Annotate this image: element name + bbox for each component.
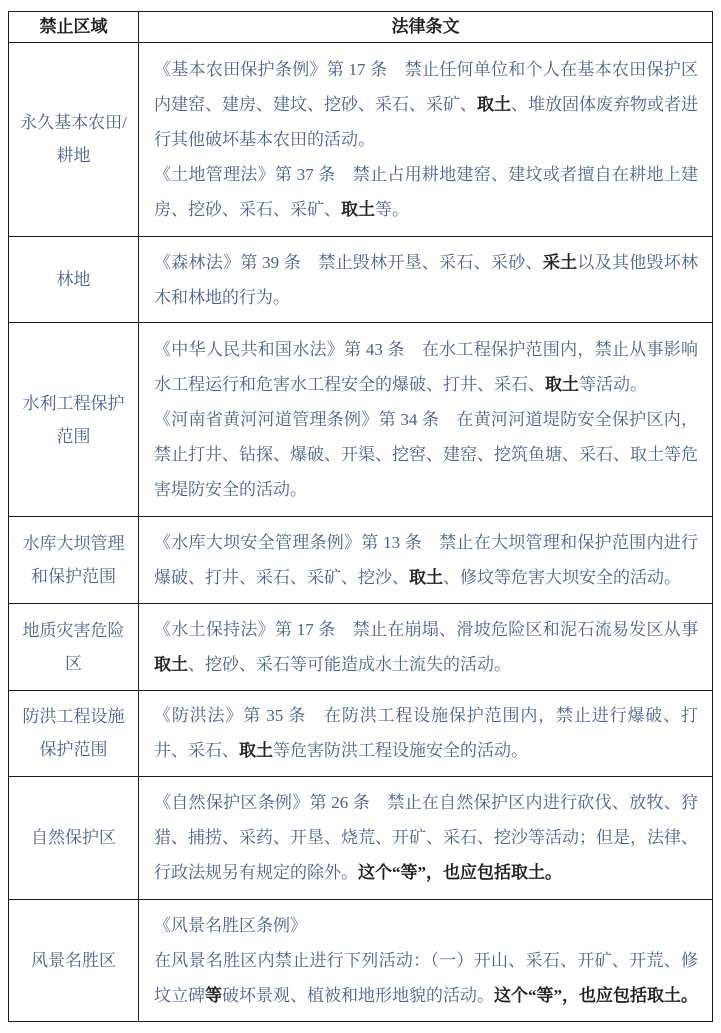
prohibited-area-cell: 防洪工程设施保护范围 — [9, 690, 139, 777]
prohibited-area-cell: 自然保护区 — [9, 777, 139, 899]
header-row — [9, 12, 713, 43]
law-text: 等活动。 — [579, 375, 647, 395]
table-row — [9, 43, 713, 237]
prohibited-area-cell: 永久基本农田/耕地 — [9, 43, 139, 237]
emphasized-text: 这个“等”，也应包括取土。 — [494, 985, 698, 1005]
law-paragraph — [154, 698, 698, 768]
prohibited-areas-law-table — [8, 11, 713, 1022]
law-paragraph — [154, 332, 698, 402]
law-provision-cell — [139, 603, 713, 690]
law-provision-cell — [139, 323, 713, 517]
law-provision-cell — [139, 43, 713, 237]
emphasized-text: 取土 — [341, 199, 375, 219]
law-text: 《风景名胜区条例》 — [154, 915, 307, 935]
law-text: 《土地管理法》第 37 条 禁止占用耕地建窑、建坟或者擅自在耕地上建房、挖砂、采石、采矿、 — [154, 164, 698, 219]
law-provision-cell — [139, 899, 713, 1021]
prohibited-area-cell: 水利工程保护范围 — [9, 323, 139, 517]
table-header — [9, 12, 713, 43]
law-paragraph — [154, 52, 698, 157]
law-text: 以及其他毁坏林木和林地的行为。 — [154, 252, 699, 307]
law-text: 《中华人民共和国水法》第 43 条 在水工程保护范围内，禁止从事影响水工程运行和危害水工程安全的爆破、打井、采石、 — [154, 340, 698, 395]
header-cell-law-provisions: 法律条文 — [139, 12, 713, 43]
prohibited-area-cell: 林地 — [9, 236, 139, 323]
law-text: 《河南省黄河河道管理条例》第 34 条 在黄河河道堤防安全保护区内，禁止打井、钻探、爆破、开渠、挖窖、建窑、挖筑鱼塘、采石、取土等危害堤防安全的活动。 — [154, 410, 698, 500]
law-paragraph — [154, 943, 698, 1013]
law-paragraph — [154, 402, 698, 507]
law-text: 在风景名胜区内禁止进行下列活动：（一）开山、采石、开矿、开荒、修坟立碑 — [154, 950, 698, 1005]
law-paragraph — [154, 785, 698, 890]
emphasized-text: 取土 — [477, 94, 511, 114]
header-cell-prohibited-area: 禁止区域 — [9, 12, 139, 43]
law-provision-cell — [139, 777, 713, 899]
prohibited-area-cell: 风景名胜区 — [9, 899, 139, 1021]
prohibited-area-cell: 地质灾害危险区 — [9, 603, 139, 690]
table-row — [9, 603, 713, 690]
law-text: 、修坟等危害大坝安全的活动。 — [443, 568, 681, 587]
law-text: 、挖砂、采石等可能造成水土流失的活动。 — [188, 654, 511, 674]
law-text: 《自然保护区条例》第 26 条 禁止在自然保护区内进行砍伐、放牧、狩猎、捕捞、采药、开垦、烧荒、开矿、采石、挖沙等活动；但是，法律、行政法规另有规定的除外。 — [154, 793, 698, 883]
law-text: 《水库大坝安全管理条例》第 13 条 禁止在大坝管理和保护范围内进行爆破、打井、采石、采矿、挖沙、 — [154, 533, 698, 587]
emphasized-text: 这个“等”，也应包括取土。 — [358, 863, 562, 883]
law-text: 等危害防洪工程设施安全的活动。 — [273, 741, 528, 761]
emphasized-text: 取土 — [154, 654, 188, 674]
law-provision-cell — [139, 517, 713, 604]
table-row — [9, 517, 713, 604]
law-text: 破坏景观、植被和地形地貌的活动。 — [222, 985, 494, 1005]
emphasized-text: 取土 — [545, 375, 579, 395]
law-text: 《水土保持法》第 17 条 禁止在崩塌、滑坡危险区和泥石流易发区从事 — [154, 619, 698, 639]
law-paragraph — [154, 612, 698, 682]
law-text: 《防洪法》第 35 条 在防洪工程设施保护范围内，禁止进行爆破、打井、采石、 — [154, 706, 698, 761]
emphasized-text: 取土 — [409, 568, 443, 587]
law-paragraph — [154, 908, 698, 943]
table-row — [9, 777, 713, 899]
emphasized-text: 等 — [205, 985, 222, 1005]
law-paragraph — [154, 245, 698, 315]
law-text: 《森林法》第 39 条 禁止毁林开垦、采石、采砂、 — [154, 252, 543, 272]
table-row — [9, 899, 713, 1021]
law-provision-cell — [139, 690, 713, 777]
law-text: 《基本农田保护条例》第 17 条 禁止任何单位和个人在基本农田保护区内建窑、建房、建坟、挖砂、采石、采矿、 — [154, 59, 698, 114]
law-paragraph — [154, 525, 698, 595]
table-row — [9, 690, 713, 777]
law-provision-cell — [139, 236, 713, 323]
table-body — [9, 43, 713, 1022]
emphasized-text: 采土 — [542, 252, 578, 272]
table-row — [9, 323, 713, 517]
table-row — [9, 236, 713, 323]
law-text: 、堆放固体废弃物或者进行其他破坏基本农田的活动。 — [154, 94, 698, 149]
prohibited-area-cell: 水库大坝管理和保护范围 — [9, 517, 139, 604]
law-text: 等。 — [375, 199, 409, 219]
emphasized-text: 取土 — [239, 741, 273, 761]
law-paragraph — [154, 157, 698, 227]
